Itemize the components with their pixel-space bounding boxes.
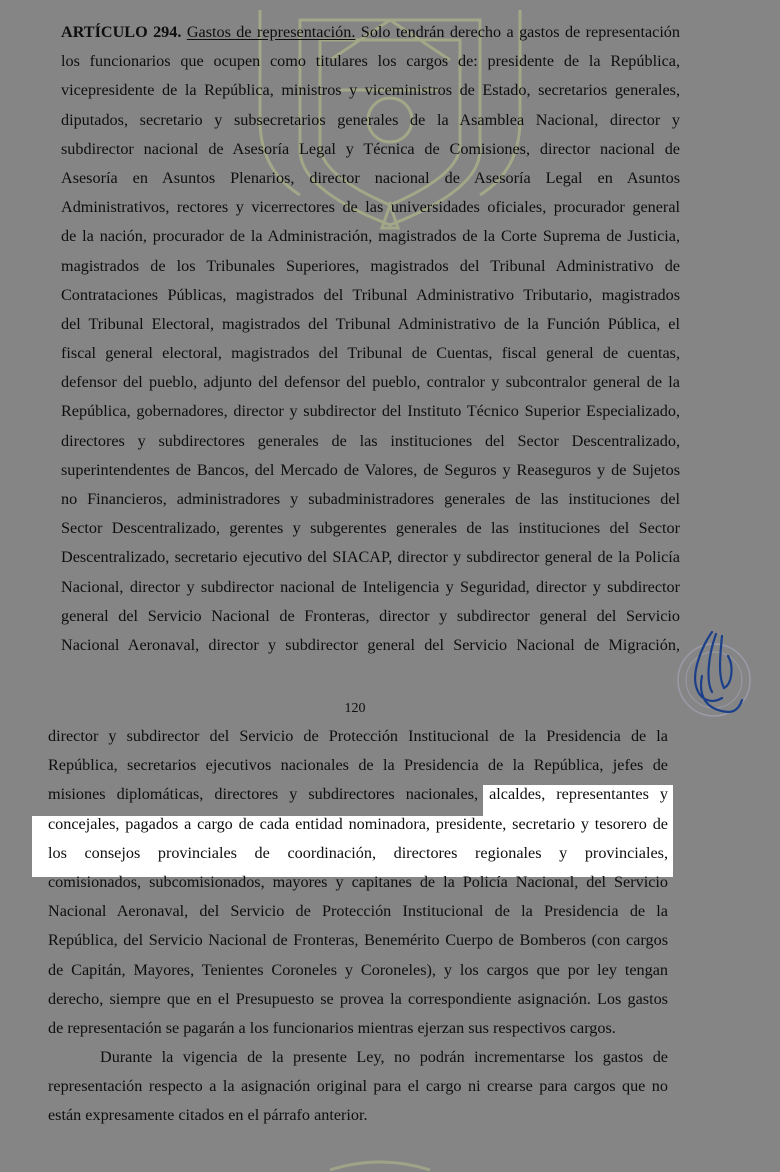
text-line: superintendentes de Bancos, del Mercado de Valores, de Seguros y Reaseguros y de Sujetos <box>61 460 680 479</box>
text-line: Nacional, director y subdirector nacional de Inteligencia y Seguridad, director y subdirector <box>61 577 680 596</box>
text-line: director y subdirector del Servicio de Protección Institucional de la Presidencia de la <box>48 727 668 745</box>
text-line: República, gobernadores, director y subdirector del Instituto Técnico Superior Especializado, <box>61 402 680 421</box>
text-line: del Tribunal Electoral, magistrados del Tribunal Administrativo de la Función Pública, el <box>61 314 680 333</box>
text-line: magistrados de los Tribunales Superiores, magistrados del Tribunal Administrativo de <box>61 256 680 275</box>
text-line: República, del Servicio Nacional de Fronteras, Benemérito Cuerpo de Bomberos (con cargos <box>48 931 668 950</box>
text-line: Sector Descentralizado, gerentes y subgerentes generales de las instituciones del Sector <box>61 519 680 538</box>
page-number: 120 <box>344 701 366 716</box>
text-line: directores y subdirectores generales de las instituciones del Sector Descentralizado, <box>61 431 680 450</box>
text-line: comisionados, subcomisionados, mayores y capitanes de la Policía Nacional, del Servicio <box>48 872 668 891</box>
text-line: Administrativos, rectores y vicerrectores de las universidades oficiales, procurador general <box>61 198 680 217</box>
watermark-fragment-icon <box>320 1152 440 1172</box>
text-line: Descentralizado, secretario ejecutivo del SIACAP, director y subdirector general de la Policía <box>61 548 680 567</box>
article-first-line-text: Solo tendrán derecho a gastos de representación <box>355 23 680 41</box>
text-line: los funcionarios que ocupen como titulares los cargos de: presidente de la República, <box>61 52 680 71</box>
text-line: vicepresidente de la República, ministros y viceministros de Estado, secretarios generales, <box>61 81 680 100</box>
document-page-top <box>61 18 680 660</box>
text-line: subdirector nacional de Asesoría Legal y Técnica de Comisiones, director nacional de <box>61 139 680 158</box>
paragraph-line: están expresamente citados en el párrafo anterior. <box>48 1106 368 1125</box>
article-title: Gastos de representación. <box>186 23 356 41</box>
text-line: República, secretarios ejecutivos nacionales de la Presidencia de la República, jefes de <box>48 756 668 775</box>
text-line-highlighted: los consejos provinciales de coordinación, directores regionales y provinciales, <box>48 843 668 862</box>
paragraph-line: representación respecto a la asignación original para el cargo ni crearse para cargos que no <box>48 1077 668 1096</box>
text-line: Nacional Aeronaval, director y subdirector general del Servicio Nacional de Migración, <box>61 635 680 654</box>
article-heading: ARTÍCULO 294. <box>61 23 182 41</box>
text-line: diputados, secretario y subsecretarios generales de la Asamblea Nacional, director y <box>61 110 680 129</box>
text-line: Nacional Aeronaval, del Servicio de Protección Institucional de la Presidencia de la <box>48 902 668 921</box>
text-line: general del Servicio Nacional de Fronteras, director y subdirector general del Servicio <box>61 606 680 625</box>
text-line: no Financieros, administradores y subadministradores generales de las instituciones del <box>61 490 680 508</box>
article-first-line <box>61 18 680 47</box>
text-line: de la nación, procurador de la Administración, magistrados de la Corte Suprema de Justicia, <box>61 227 680 246</box>
text-line-highlighted-partial: misiones diplomáticas, directores y subdirectores nacionales, alcaldes, representantes y <box>48 785 668 804</box>
text-line: Contrataciones Públicas, magistrados del Tribunal Administrativo Tributario, magistrados <box>61 285 680 304</box>
text-line: defensor del pueblo, adjunto del defensor del pueblo, contralor y subcontralor general de la <box>61 373 680 392</box>
paragraph-line: Durante la vigencia de la presente Ley, no podrán incrementarse los gastos de <box>100 1048 668 1067</box>
text-line-highlighted: concejales, pagados a cargo de cada entidad nominadora, presidente, secretario y tesorero de <box>48 814 668 833</box>
text-line: derecho, siempre que en el Presupuesto se provea la correspondiente asignación. Los gastos <box>48 989 668 1008</box>
text-line: fiscal general electoral, magistrados del Tribunal de Cuentas, fiscal general de cuentas, <box>61 344 680 363</box>
signature-stamp-icon <box>672 626 762 722</box>
text-line: de representación se pagarán a los funcionarios mientras ejerzan sus respectivos cargos. <box>48 1018 616 1037</box>
text-line: de Capitán, Mayores, Tenientes Coroneles y Coroneles), y los cargos que por ley tengan <box>48 960 668 979</box>
text-line: Asesoría en Asuntos Plenarios, director nacional de Asesoría Legal en Asuntos <box>61 168 680 187</box>
